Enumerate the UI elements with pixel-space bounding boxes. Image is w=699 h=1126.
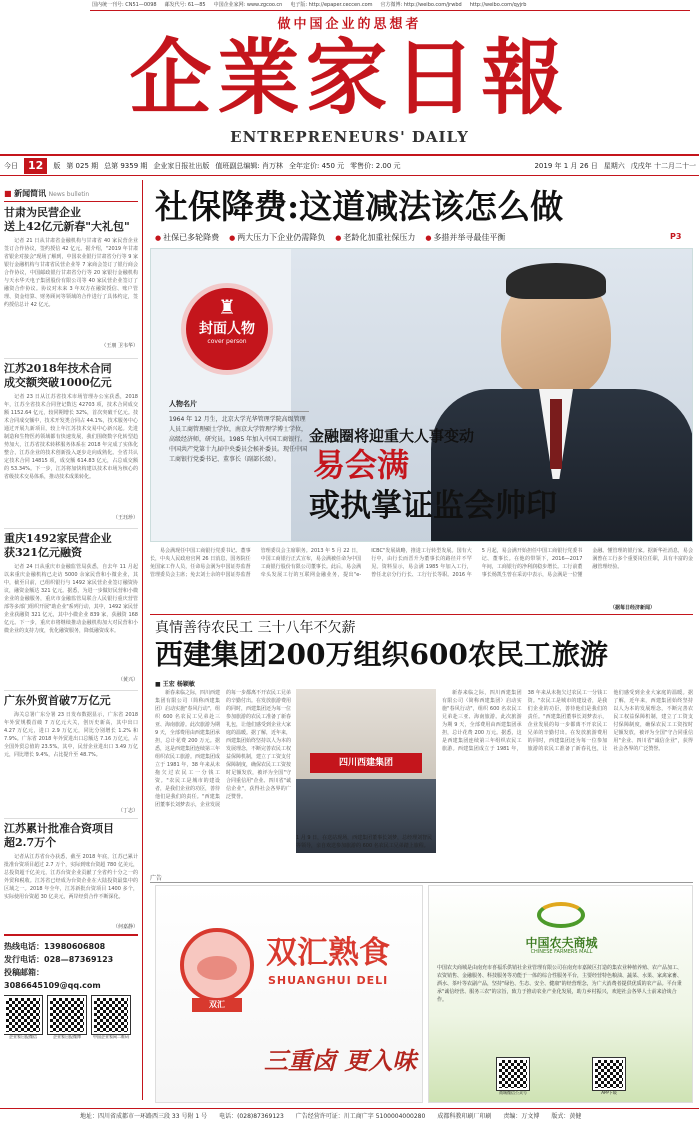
brief-title: 超2.7万个 xyxy=(4,836,57,849)
ad-farmers-mall[interactable] xyxy=(428,885,693,1103)
contact-box xyxy=(4,934,138,992)
lead-subheads xyxy=(155,232,675,244)
brief-title: 重庆1492家民营企业 xyxy=(4,532,112,545)
cover-headline[interactable]: 或执掌证监会帅印 xyxy=(309,488,557,524)
masthead-slogan: 做中国企业的思想者 xyxy=(277,17,422,32)
brief-item-guangdong xyxy=(4,690,138,818)
masthead-english-title: ENTREPRENEURS' DAILY xyxy=(230,128,469,146)
hotline-number[interactable]: 13980606808 xyxy=(44,942,106,951)
brief-title: 成交额突破1000亿元 xyxy=(4,376,112,389)
sidebar-header-en: News bulletin xyxy=(48,191,90,198)
cover-feature xyxy=(150,248,693,542)
story2-banner xyxy=(310,753,422,773)
farmers-mall-english: CHINESE FARMERS MALL xyxy=(530,949,593,955)
brief-body: 记者 23 日从江苏省技术市场管理办公室获悉，2018 年，江苏全省技术合同登记数达 42703 项，技术合同成交额 1152.64 亿元，较同期增长 32%，首次突破千亿元。技术合同成交额中，技术开发类合同占 44.1%，技术服务中心通过开展九新项目，较上年江苏技术交易中心新兴起。先进制造和生物医药领域都有快速发展，我们围绕数字化转型趋势加大，江苏省技术转移服务体系在 2018 年完成了实体化整合，江苏企业的技术创新投入逐步走向成熟化。全省共认定技术合同 14815 项，成交额 614.83 亿元，占总成交额的 53.34%。下一步，江苏将加快构建以技术市场为核心的省级技术交易体系，推动技术成果转化。 xyxy=(4,394,138,480)
footer-address: 地址：四川省成都市一环路西三段 33 号附 1 号 xyxy=(80,1113,208,1120)
footer-editor: 责编：万文博 xyxy=(503,1113,540,1120)
leaf-logo-icon xyxy=(537,902,585,928)
qr-caption: APP下载 xyxy=(601,1090,617,1095)
profile-title: 人物名片 xyxy=(169,399,309,412)
brief-title: 甘肃为民营企业 xyxy=(4,206,81,219)
pages-count: 12 xyxy=(24,158,47,174)
farmers-mall-text: 中国农夫商城是由南充市喜福乐供销社企业管理有限公司在南充市嘉陵区打造的集农业种植养殖、农产品加工、农资销售、金融服务、科技服务等功能于一体的综合性服务平台，主要经营特色粮油、蔬菜、水果、家禽家畜、酒水、茶叶等农副产品，坚持"绿色、生态、安全、健康"的经营理念，为广大消费者提供优质的农产品。平台秉承"诚信经营、服务三农"的宗旨，致力于推动农业产业化发展，助力乡村振兴，欢迎社会各界人士前来洽谈合作。 xyxy=(437,965,683,1003)
fax-label: 发行电话： xyxy=(4,955,44,964)
story2-headline[interactable]: 西建集团200万组织600农民工旅游 xyxy=(155,638,608,671)
issue-date: 2019 年 1 月 26 日 xyxy=(534,162,598,170)
profile-text: 1964 年 12 月生，北京大学光华管理学院高级管理人员工商管理硕士学位，南京大学管理学博士学位，高级经济师，研究员。1985 年加入中国工商银行。中国共产党第十九届中央委员会候补委员。现任中国工商银行党委书记、董事长（副部长级）。 xyxy=(169,416,308,463)
lead-page-ref[interactable]: P3 xyxy=(670,232,682,241)
annual-price: 全年定价: 450 元 xyxy=(288,162,345,170)
sidebar xyxy=(4,188,138,1106)
website[interactable]: 中国企业家网: www.zgcoo.cn xyxy=(213,2,283,8)
brief-body: 记者 21 日从甘肃省金融机构与甘肃省 40 家民营企业签订合作协议，签约授信 42 亿元。据介绍，"2019 年甘肃省银企对接会"现场了解到，中国农业银行甘肃省分行等 9 家银行金融机构与甘肃省民营企业等 7 家商会签订了银行商会合作协议，中国邮政银行甘肃省分行等 20 家银行金融机构与天水华天电子集团股份有限公司等 40 家民营企业签订了融资合作协议。协议对未来 3 年双方在融资授信、账户管理、资金结算、财务顾问等领域的合作进行了具体约定，签约授信总计 42 亿元。 xyxy=(4,238,138,308)
brief-author: （丁志） xyxy=(117,808,138,814)
retail-price: 零售价: 2.00 元 xyxy=(350,162,401,170)
qr-caption: 中国企业家网二维码 xyxy=(93,1034,129,1039)
email-label: 投稿邮箱： xyxy=(4,968,44,977)
shuanghui-slogan: 三重卤 更入味 xyxy=(264,1046,417,1075)
hotline-label: 热线电话： xyxy=(4,942,44,951)
brief-title: 江苏累计批准合资项目 xyxy=(4,822,114,835)
profile-box xyxy=(169,399,309,511)
shuanghui-english: SHUANGHUI DELI xyxy=(268,974,389,987)
farmers-mall-qr-wechat[interactable] xyxy=(497,1058,529,1090)
sidebar-header-title: 新闻简讯 xyxy=(14,189,47,198)
cover-badge xyxy=(181,283,273,375)
qr-caption: 企业家日报微信 xyxy=(9,1034,37,1039)
story2-banner-text: 四川西建集团 xyxy=(338,758,393,768)
story2-body-text: 新春来临之际，四川西建集团有限公司（简称西建集团）启动实施"春风行动"，组织 600 名农民工兄弟赴三亚、海南旅游。此次旅游为期 9 天，全部费用由西建集团承担，总计花费 200 万元。据悉，这是西建集团连续第三年组织农民工旅游。西建集团成立于 1981 年，38 年来从未拖欠过农民工一分钱工资。"农民工是城市的建设者，是我们企业的功臣，善待他们是我们的责任。"西建集团董事长刘梦表示，企业发展的每一步都离不开农民工兄弟的辛勤付出。在发放旅游费用的同时，西建集团还为每一位参加旅游的农民工准备了新春礼包，让他们感受到企业大家庭的温暖。据了解，近年来，西建集团始终坚持以人为本的发展理念，不断完善农民工权益保障机制，建立了工资支付保障制度，确保农民工工资按时足额发放，被评为全国"守合同重信用"企业、四川省"诚信企业"，获得社会各界的广泛赞誉。 xyxy=(155,690,291,808)
footer xyxy=(0,1110,699,1124)
lead-headline[interactable]: 社保降费:这道减法该怎么做 xyxy=(155,187,564,226)
brief-author: （王珏珍） xyxy=(112,515,138,521)
lunar-date: 戊戌年 十二月二十一 xyxy=(630,162,696,170)
badge-en: cover person xyxy=(207,338,247,345)
brief-author: （何嘉静） xyxy=(112,924,138,930)
weibo-official[interactable]: 官方微博: http://weibo.com/jrwbd xyxy=(380,2,462,8)
story2-kicker: 真情善待农民工 三十八年不欠薪 xyxy=(155,620,356,636)
weekday: 星期六 xyxy=(603,162,625,170)
brief-title: 广东外贸首破7万亿元 xyxy=(4,694,111,707)
footer-license: 广告经营许可证：川工商广字 5100004000280 xyxy=(295,1113,426,1120)
footer-phone: 电话：(028)87369123 xyxy=(219,1113,284,1120)
cover-body xyxy=(150,547,693,611)
brief-body: 记者 24 日从重庆市金融监管局获悉，自去年 11 月起以来重庆金融机构已走访 5000 余家民营和小微企业，其中，截至目前，已组织银行与 1492 家民营企业签订融资协议，融资金额达 321 亿元。据悉，为进一步做好民营和小微企业的金融服务，重庆市金融监管局联合人民银行重庆营管部等多部门组织开展"助企业"系列行动，其中，1492 家民营企业获融资 321 亿元，其中小微企业 839 家，获融资 168 亿元。下一步，重庆市将继续推动金融机构加大对民营和小微企业的支持力度，优化融资服务，降低融资成本。 xyxy=(4,564,138,634)
publisher: 企业家日报社出版 xyxy=(153,162,210,170)
email-address[interactable]: 3086645109@qq.com xyxy=(4,981,101,990)
postal-code: 邮发代号: 61—85 xyxy=(164,2,206,8)
top-info-line xyxy=(0,0,699,10)
total-issue: 总第 9359 期 xyxy=(104,162,148,170)
qr-code-website[interactable] xyxy=(92,996,130,1034)
footer-proof: 版式：黄健 xyxy=(551,1113,582,1120)
lead-sub-item: ● 两大压力下企业仍需降负 xyxy=(229,232,325,244)
brief-title: 江苏2018年技术合同 xyxy=(4,362,112,375)
weibo-other[interactable]: http://weibo.com/qyjrb xyxy=(469,2,527,8)
qr-code-wechat[interactable] xyxy=(4,996,42,1034)
brief-author: （黄兴） xyxy=(117,677,138,683)
story2-body-text: 新春来临之际，四川西建集团有限公司（简称西建集团）启动实施"春风行动"，组织 600 名农民工兄弟赴三亚、海南旅游。此次旅游为期 9 天，全部费用由西建集团承担，总计花费 200 万元。据悉，这是西建集团连续第三年组织农民工旅游。西建集团成立于 1981 年，38 年来从未拖欠过农民工一分钱工资。"农民工是城市的建设者，是我们企业的功臣，善待他们是我们的责任。"西建集团董事长刘梦表示，企业发展的每一步都离不开农民工兄弟的辛勤付出。在发放旅游费用的同时，西建集团还为每一位参加旅游的农民工准备了新春礼包，让他们感受到企业大家庭的温暖。据了解，近年来，西建集团始终坚持以人为本的发展理念，不断完善农民工权益保障机制，建立了工资支付保障制度，确保农民工工资按时足额发放，被评为全国"守合同重信用"企业、四川省"诚信企业"，获得社会各界的广泛赞誉。 xyxy=(442,690,693,752)
cover-body-text: 易会满现任中国工商银行党委书记、董事长，中央人民政府官网 26 日消息，国务院任免国家工作人员，任命易会满为中国证券监督管理委员会主席；免去刘士余的中国证券监督管理委员会主席职务。2013 年 5 月 22 日，中国工商银行正式宣布，易会满被任命为中国工商银行股份有限公司董事长。此后，易会满牵头发展工行的互联网金融业务，提出"e-ICBC"发展战略，推进工行转型发展。国有大行中，由行长而晋升为董事长的路径并不罕见。资料显示，易会满 1985 年加入工行，曾任北京分行行长、工行行长等职。2016 年 5 月起，易会满开始担任中国工商银行党委书记、董事长。在他的带领下，2016—2017 年间，工商银行的净利润稳步增长。工行前董事长杨凯生曾在采访中表示，易会满是一位懂金融、懂管理的银行家。据新华社消息，易会满曾在工行多个重要岗位任职，具有丰富的金融管理经验。 xyxy=(150,548,693,578)
story2-photo xyxy=(296,689,436,853)
ad-label: 广告 xyxy=(150,875,163,882)
shuanghui-title: 双汇熟食 xyxy=(266,935,390,971)
brief-author: （王朋 卫韦华） xyxy=(101,343,138,349)
footer-printer: 成都科教印刷厂印刷 xyxy=(437,1113,492,1120)
brief-title: 获321亿元融资 xyxy=(4,546,82,559)
brief-title: 送上42亿元新春"大礼包" xyxy=(4,220,130,233)
qr-codes xyxy=(4,996,138,1040)
ad-shuanghui[interactable] xyxy=(155,885,423,1103)
brief-item-chongqing xyxy=(4,528,138,690)
epaper-link[interactable]: 电子版: http://epaper.ceccen.com xyxy=(290,2,373,8)
story2-body-right xyxy=(442,689,693,869)
story2-byline: ■ 王宏 杨颖敏 xyxy=(155,681,195,688)
farmers-mall-qr-app[interactable] xyxy=(593,1058,625,1090)
brief-item-taiwan xyxy=(4,818,138,934)
masthead-title: 企業家日報 xyxy=(129,30,570,126)
qr-caption: 商城微信公众号 xyxy=(499,1090,527,1095)
farmers-mall-name: 中国农夫商城 xyxy=(525,936,598,950)
lead-sub-item: ● 社保已多轮降费 xyxy=(155,232,219,244)
brief-item-jiangsu xyxy=(4,358,138,528)
tower-icon: ♜ xyxy=(218,295,236,319)
qr-code-weibo[interactable] xyxy=(48,996,86,1034)
brief-body: 海关总署广东分署 23 日发布数据显示，广东省 2018 年外贸规模首破 7 万亿元大关，创历史新高，其中出口 4.27 万亿元，进口 2.9 万亿元，同比分别增长 1.2% 和 7.9%。广东省 2018 年外贸进出口总额达 7.16 万亿元，占全国外贸总值的 23.5%。其中，民营企业进出口 3.49 万亿元，同比增长 9.4%，占比提升至 48.7%。 xyxy=(4,712,138,758)
cover-source: （据每日经济新闻） xyxy=(610,605,656,611)
info-bar xyxy=(4,158,696,174)
sidebar-header: ■ 新闻简讯 News bulletin xyxy=(4,188,138,202)
fax-number[interactable]: 028—87369123 xyxy=(44,955,114,964)
qr-caption: 企业家日报微博 xyxy=(53,1034,81,1039)
cover-kicker: 金融圈将迎重大人事变动 xyxy=(309,427,475,445)
shuanghui-logo-text: 双汇 xyxy=(192,998,242,1012)
badge-title: 封面人物 xyxy=(199,321,255,337)
issue-number: 第 025 期 xyxy=(66,162,99,170)
story2-photo-caption: 1 月 9 日，在送站现场，西建集团董事长刘梦，总经理刘智民等领导，亲自欢送参加旅游的 600 名农民工兄弟踏上旅程。 xyxy=(296,835,433,849)
cn-number: 国内统一刊号: CN51—0098 xyxy=(92,2,157,8)
lead-sub-item: ● 多措并举寻最佳平衡 xyxy=(425,232,505,244)
lead-sub-item: ● 老龄化加重社保压力 xyxy=(335,232,415,244)
brief-body: 记者从江苏省台办获悉，截至 2018 年底，江苏已累计批准台资项目超过 2.7 万个，实际到账台资超 780 亿美元，总投资超千亿美元，江苏台资企业贡献了全省约十分之一的外贸和税收。江苏省已经成为台资企业在大陆投资最集中的区域之一。2018 年全年，江苏新批台资项目 1400 多个，实际使用台资超 30 亿美元，两岸经贸合作不断深化。 xyxy=(4,854,138,900)
brief-item-gansu xyxy=(4,206,138,358)
pages-unit: 版 xyxy=(53,162,61,170)
duty-editor: 值班副总编辑: 肖万林 xyxy=(215,162,283,170)
today-label: 今日 xyxy=(4,162,18,170)
cover-name[interactable]: 易会满 xyxy=(313,446,410,484)
story2-body-left xyxy=(155,689,291,867)
